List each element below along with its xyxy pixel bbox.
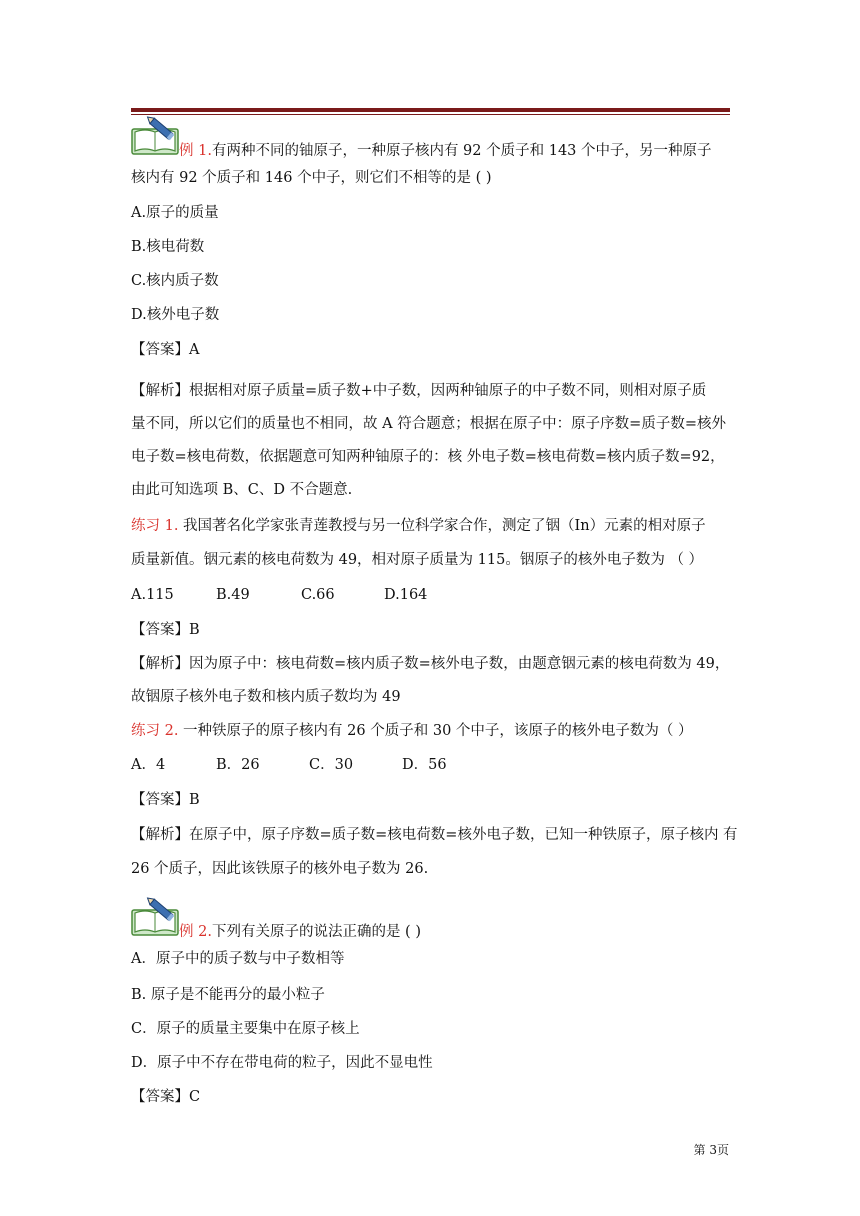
example-2-label: 例 2. <box>179 924 212 940</box>
page-number: 第 3页 <box>693 1143 729 1157</box>
option-a: A．4 <box>131 757 166 773</box>
option-a: A．原子中的质子数与中子数相等 <box>131 951 345 967</box>
practice-1-question: 练习 1. 我国著名化学家张青莲教授与另一位科学家合作，测定了铟（In）元素的相对原子 <box>131 518 706 534</box>
example-1-question-line2: 核内有 92 个质子和 146 个中子，则它们不相等的是 ( ) <box>131 170 492 186</box>
example-1-answer: 【答案】A <box>131 342 200 358</box>
practice-2-question: 练习 2. 一种铁原子的原子核内有 26 个质子和 30 个中子，该原子的核外电子数为（ ） <box>131 723 693 739</box>
practice-1-options <box>131 585 731 605</box>
option-c: C.66 <box>301 587 335 603</box>
practice-2-label: 练习 2. <box>131 723 179 739</box>
header-rule-thin <box>131 114 730 115</box>
practice-1-label: 练习 1. <box>131 518 179 534</box>
option-d: D．56 <box>402 757 447 773</box>
practice-2-answer: 【答案】B <box>131 792 200 808</box>
practice-1-question-line2: 质量新值。铟元素的核电荷数为 49，相对原子质量为 115。铟原子的核外电子数为 （ ） <box>131 552 704 568</box>
header-rule-thick <box>131 108 730 112</box>
practice-2-analysis-line: 26 个质子，因此该铁原子的核外电子数为 26. <box>131 861 429 877</box>
example-1-analysis-line: 量不同，所以它们的质量也不相同，故 A 符合题意；根据在原子中：原子序数=质子数=核外 <box>131 416 726 432</box>
option-b: B.49 <box>216 587 250 603</box>
practice-1-answer: 【答案】B <box>131 622 200 638</box>
option-a: A.原子的质量 <box>131 205 219 221</box>
option-a: A.115 <box>131 587 174 603</box>
example-1-question: 例 1.有两种不同的铀原子，一种原子核内有 92 个质子和 143 个中子，另一种原子 <box>179 143 712 159</box>
practice-1-analysis-line: 故铟原子核外电子数和核内质子数均为 49 <box>131 689 401 705</box>
option-d: D.核外电子数 <box>131 307 220 323</box>
option-c: C.核内质子数 <box>131 273 219 289</box>
example-2-question: 例 2.下列有关原子的说法正确的是 ( ) <box>179 924 421 940</box>
option-b: B. 原子是不能再分的最小粒子 <box>131 987 325 1003</box>
option-d: D.164 <box>384 587 428 603</box>
example-1-label: 例 1. <box>179 143 212 159</box>
option-c: C．30 <box>309 757 354 773</box>
practice-2-analysis-line: 【解析】在原子中，原子序数=质子数=核电荷数=核外电子数，已知一种铁原子，原子核内 有 <box>131 827 738 843</box>
option-d: D．原子中不存在带电荷的粒子，因此不显电性 <box>131 1055 433 1071</box>
example-1-analysis-line: 【解析】根据相对原子质量=质子数+中子数，因两种铀原子的中子数不同，则相对原子质 <box>131 383 707 399</box>
option-c: C．原子的质量主要集中在原子核上 <box>131 1021 360 1037</box>
option-b: B.核电荷数 <box>131 239 205 255</box>
practice-2-options <box>131 755 731 775</box>
practice-1-analysis-line: 【解析】因为原子中：核电荷数=核内质子数=核外电子数，由题意铟元素的核电荷数为 49， <box>131 656 730 672</box>
example-1-analysis-line: 由此可知选项 B、C、D 不合题意. <box>131 482 353 498</box>
example-1-analysis-line: 电子数=核电荷数，依据题意可知两种铀原子的：核 外电子数=核电荷数=核内质子数=92， <box>131 449 725 465</box>
option-b: B．26 <box>216 757 260 773</box>
example-2-answer: 【答案】C <box>131 1089 201 1105</box>
